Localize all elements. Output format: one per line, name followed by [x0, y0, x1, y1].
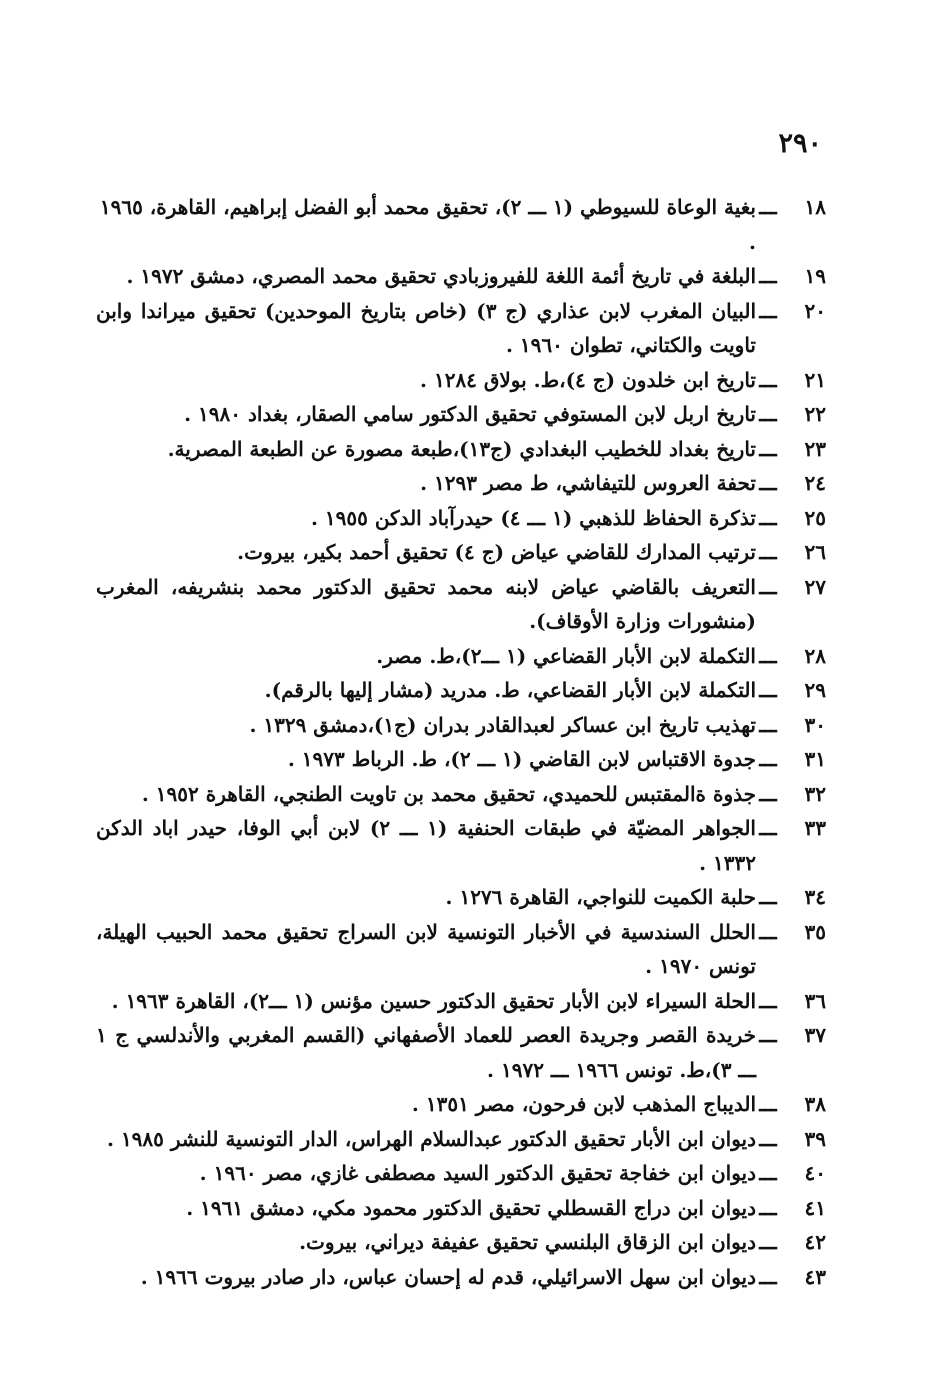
entry-text: حلبة الكميت للنواجي، القاهرة ١٢٧٦ . [445, 885, 756, 909]
bibliography-list [96, 190, 826, 1294]
bibliography-entry [96, 1225, 826, 1260]
entry-separator: ـــ [759, 1092, 777, 1116]
bibliography-entry [96, 570, 826, 639]
entry-separator: ـــ [759, 988, 777, 1013]
entry-number: ٢٩ [804, 678, 826, 702]
entry-separator: ـــ [759, 298, 777, 323]
entry-separator: ـــ [759, 402, 777, 426]
entry-text: تهذيب تاريخ ابن عساكر لعبدالقادر بدران (ج١)،دمشق ١٣٢٩ . [249, 712, 756, 737]
entry-text: البلغة في تاريخ أئمة اللغة للفيروزبادي تحقيق محمد المصري، دمشق ١٩٧٢ . [126, 264, 756, 288]
entry-text: تاريخ بغداد للخطيب البغدادي (ج١٣)،طبعة مصورة عن الطبعة المصرية. [167, 436, 756, 461]
entry-number: ٢١ [804, 367, 826, 392]
bibliography-entry [96, 1191, 826, 1226]
entry-separator: ـــ [759, 1230, 777, 1254]
bibliography-entry [96, 880, 826, 915]
bibliography-entry [96, 1122, 826, 1157]
entry-separator: ـــ [759, 540, 777, 564]
entry-number: ٣٨ [804, 1092, 826, 1116]
entry-text: تاريخ ابن خلدون (ج ٤)،ط. بولاق ١٢٨٤ . [420, 367, 756, 392]
entry-text: البيان المغرب لابن عذاري (ج ٣) (خاص بتاريخ الموحدين) تحقيق ميراندا وابن تاويت والكتاني، تطوان ١٩٦٠ . [96, 298, 756, 357]
entry-number: ٤٣ [804, 1264, 826, 1289]
entry-text: تحفة العروس للتيفاشي، ط مصر ١٢٩٣ . [420, 471, 756, 495]
bibliography-entry [96, 1087, 826, 1122]
bibliography-entry [96, 294, 826, 363]
entry-number: ٣٣ [804, 816, 826, 840]
entry-number: ٣٧ [804, 1023, 826, 1047]
bibliography-entry [96, 1018, 826, 1087]
entry-number: ٣١ [804, 747, 826, 771]
entry-separator: ـــ [759, 678, 777, 702]
entry-number: ٢٤ [804, 471, 826, 495]
entry-text: الديباج المذهب لابن فرحون، مصر ١٣٥١ . [411, 1092, 756, 1116]
entry-text: ديوان ابن الزقاق البلنسي تحقيق عفيفة ديراني، بيروت. [299, 1230, 756, 1254]
bibliography-entry [96, 1156, 826, 1191]
entry-separator: ـــ [759, 1195, 777, 1220]
entry-text: الحلة السيراء لابن الأبار تحقيق الدكتور حسين مؤنس (١ ـــ٢)، القاهرة ١٩٦٣ . [111, 988, 756, 1013]
entry-number: ٢٥ [804, 505, 826, 530]
entry-separator: ـــ [759, 367, 777, 392]
entry-text: ترتيب المدارك للقاضي عياض (ج ٤) تحقيق أحمد بكير، بيروت. [237, 540, 756, 564]
entry-separator: ـــ [759, 195, 777, 219]
entry-number: ٣٦ [804, 988, 826, 1013]
entry-number: ٢٧ [804, 574, 826, 599]
entry-number: ٢٨ [804, 643, 826, 668]
entry-separator: ـــ [759, 505, 777, 530]
entry-separator: ـــ [759, 471, 777, 495]
entry-text: التكملة لابن الأبار القضاعي (١ ـــ٢)،ط. مصر. [376, 643, 756, 668]
entry-separator: ـــ [759, 1126, 777, 1151]
bibliography-entry [96, 363, 826, 398]
entry-separator: ـــ [759, 264, 777, 288]
entry-separator: ـــ [759, 1023, 777, 1047]
entry-separator: ـــ [759, 436, 777, 461]
entry-separator: ـــ [759, 574, 777, 599]
page-number: ٢٩٠ [778, 128, 822, 159]
entry-number: ٣٤ [804, 885, 826, 909]
entry-separator: ـــ [759, 919, 777, 944]
entry-number: ٣٩ [804, 1126, 826, 1151]
bibliography-entry [96, 811, 826, 880]
entry-text: الحلل السندسية في الأخبار التونسية لابن السراج تحقيق محمد الحبيب الهيلة، تونس ١٩٧٠ . [96, 919, 756, 978]
bibliography-entry [96, 1260, 826, 1295]
entry-number: ٤٠ [804, 1161, 826, 1185]
entry-text: ديوان ابن الأبار تحقيق الدكتور عبدالسلام الهراس، الدار التونسية للنشر ١٩٨٥ . [107, 1126, 756, 1151]
entry-text: جذوة ةالمقتبس للحميدي، تحقيق محمد بن تاويت الطنجي، القاهرة ١٩٥٢ . [141, 781, 756, 806]
entry-text: ديوان ابن دراج القسطلي تحقيق الدكتور محمود مكي، دمشق ١٩٦١ . [186, 1195, 756, 1220]
entry-text: بغية الوعاة للسيوطي (١ ـــ ٢)، تحقيق محمد أبو الفضل إبراهيم، القاهرة، ١٩٦٥ . [99, 195, 756, 254]
entry-number: ٢٢ [804, 402, 826, 426]
entry-text: التكملة لابن الأبار القضاعي، ط. مدريد (مشار إليها بالرقم). [264, 678, 756, 702]
entry-text: جدوة الاقتباس لابن القاضي (١ ـــ ٢)، ط. الرباط ١٩٧٣ . [287, 747, 756, 771]
entry-number: ٢٣ [804, 436, 826, 461]
bibliography-entry [96, 639, 826, 674]
bibliography-entry [96, 984, 826, 1019]
entry-separator: ـــ [759, 816, 777, 840]
entry-number: ١٨ [804, 195, 826, 219]
entry-separator: ـــ [759, 1161, 777, 1185]
entry-number: ٢٦ [804, 540, 826, 564]
entry-text: ديوان ابن سهل الاسرائيلي، قدم له إحسان عباس، دار صادر بيروت ١٩٦٦ . [140, 1264, 756, 1289]
bibliography-entry [96, 708, 826, 743]
entry-separator: ـــ [759, 1264, 777, 1289]
bibliography-entry [96, 190, 826, 259]
entry-separator: ـــ [759, 781, 777, 806]
entry-text: خريدة القصر وجريدة العصر للعماد الأصفهاني (القسم المغربي والأندلسي ج ١ ـــ ٣)،ط. تونس ١٩٦٦ ـــ ١٩٧٢ . [96, 1023, 756, 1082]
bibliography-entry [96, 466, 826, 501]
entry-number: ٣٢ [804, 781, 826, 806]
bibliography-entry [96, 777, 826, 812]
entry-separator: ـــ [759, 643, 777, 668]
entry-separator: ـــ [759, 885, 777, 909]
bibliography-entry [96, 259, 826, 294]
entry-number: ٤١ [804, 1195, 826, 1220]
entry-text: الجواهر المضيّة في طبقات الحنفية (١ ـــ ٢) لابن أبي الوفا، حيدر اباد الدكن ١٣٣٢ . [96, 816, 756, 875]
bibliography-entry [96, 432, 826, 467]
entry-text: تاريخ اربل لابن المستوفي تحقيق الدكتور سامي الصقار، بغداد ١٩٨٠ . [184, 402, 756, 426]
entry-text: ديوان ابن خفاجة تحقيق الدكتور السيد مصطفى غازي، مصر ١٩٦٠ . [199, 1161, 756, 1185]
bibliography-entry [96, 535, 826, 570]
bibliography-entry [96, 397, 826, 432]
entry-text: التعريف بالقاضي عياض لابنه محمد تحقيق الدكتور محمد بنشريفه، المغرب (منشورات وزارة الأوقاف). [96, 574, 756, 633]
entry-number: ٢٠ [804, 298, 826, 323]
entry-text: تذكرة الحفاظ للذهبي (١ ـــ ٤) حيدرآباد الدكن ١٩٥٥ . [310, 505, 756, 530]
entry-number: ٣٥ [804, 919, 826, 944]
entry-separator: ـــ [759, 747, 777, 771]
entry-separator: ـــ [759, 712, 777, 737]
bibliography-entry [96, 915, 826, 984]
entry-number: ٣٠ [804, 712, 826, 737]
bibliography-entry [96, 673, 826, 708]
entry-number: ١٩ [804, 264, 826, 288]
bibliography-entry [96, 501, 826, 536]
bibliography-entry [96, 742, 826, 777]
entry-number: ٤٢ [804, 1230, 826, 1254]
